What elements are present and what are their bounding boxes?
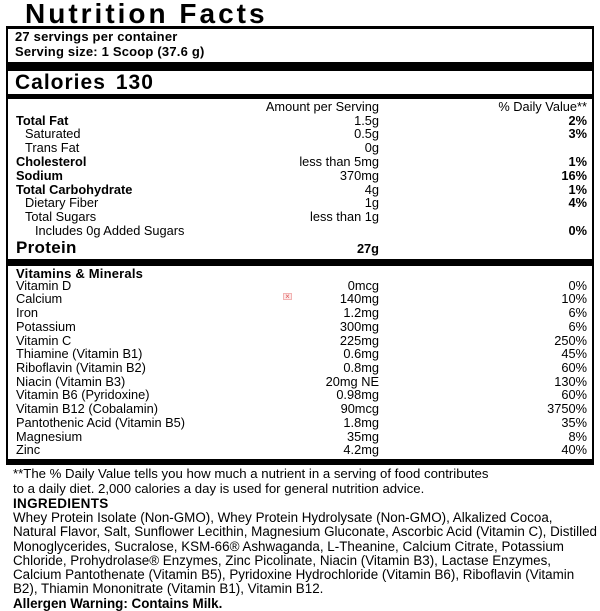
nutrient-row [16,224,587,238]
nutrient-dv: 1% [568,153,587,169]
vitamin-name: Magnesium [16,428,83,444]
vitamin-amount: 300mg [339,318,379,334]
nutrient-dv: 16% [561,167,587,183]
vitamin-rows [16,279,587,457]
protein-row [16,239,587,258]
vitamin-dv: 3750% [547,401,587,417]
nutrient-row [16,375,587,389]
vitamin-name: Vitamin B12 (Cobalamin) [16,401,159,417]
calories-value: 130 [115,70,154,94]
nutrient-row [16,210,587,224]
nutrient-name: Total Sugars [25,209,97,225]
nutrient-name: Dietary Fiber [25,195,99,211]
vitamin-dv: 60% [561,387,587,403]
nutrient-table [8,99,592,259]
nutrient-name: Cholesterol [16,153,87,169]
nutrient-amount: 0g [364,140,379,156]
divider-bar-thick [8,62,592,71]
nutrient-amount: 4g [364,181,379,197]
nutrient-row [16,127,587,141]
nutrient-row [16,402,587,416]
vitamin-amount: 1.2mg [343,305,379,321]
vitamin-dv: 6% [568,318,587,334]
vitamins-section [8,266,592,459]
vitamin-dv: 45% [561,346,587,362]
vitamin-amount: 0.8mg [343,359,379,375]
footnote-line-2: to a daily diet. 2,000 calories a day is used for general nutrition advice. [13,480,425,496]
amount-column-header: Amount per Serving [265,98,379,114]
nutrient-row [16,183,587,197]
vitamin-dv: 40% [561,442,587,458]
nutrient-row [16,320,587,334]
servings-per-container: 27 servings per container [15,29,178,44]
vitamin-dv: 35% [561,414,587,430]
nutrition-panel [6,26,594,465]
nutrient-dv: 1% [568,181,587,197]
nutrient-amount: less than 5mg [299,153,379,169]
nutrient-row [16,361,587,375]
vitamin-dv: 250% [554,332,587,348]
dv-column-header: % Daily Value** [498,98,587,114]
nutrient-rows [16,114,587,238]
nutrient-row [16,334,587,348]
nutrient-name: Sodium [16,167,63,183]
vitamin-dv: 130% [554,373,587,389]
nutrient-name: Includes 0g Added Sugars [35,222,185,238]
vitamin-amount: 4.2mg [343,442,379,458]
vitamin-amount: 35mg [346,428,379,444]
vitamin-dv: 6% [568,305,587,321]
vitamin-name: Vitamin D [16,277,72,293]
nutrient-name: Total Fat [16,112,69,128]
vitamin-amount: 90mcg [340,401,379,417]
vitamin-name: Pantothenic Acid (Vitamin B5) [16,414,186,430]
nutrient-row [16,416,587,430]
vitamin-amount: 225mg [339,332,379,348]
vitamin-dv: 60% [561,359,587,375]
protein-amount: 27g [356,240,379,256]
nutrient-row [16,388,587,402]
vitamins-header: Vitamins & Minerals [16,265,144,281]
daily-value-footnote [13,466,579,496]
red-artifact-mark: × [283,293,292,300]
vitamin-amount: 0mcg [347,277,379,293]
nutrient-amount: less than 1g [309,209,379,225]
vitamin-dv: 8% [568,428,587,444]
nutrient-row [16,141,587,155]
nutrient-dv: 0% [568,222,587,238]
nutrient-row [16,347,587,361]
footnote-line-1: **The % Daily Value tells you how much a nutrient in a serving of food contributes [13,465,489,481]
nutrient-name: Total Carbohydrate [16,181,133,197]
vitamin-name: Zinc [16,442,41,458]
ingredients-list: Whey Protein Isolate (Non-GMO), Whey Protein Hydrolysate (Non-GMO), Alkalized Cocoa, Natural Flavor, Salt, Sunflower Lecithin, Magnesium Gluconate, Ascorbic Acid (Vitamin C), Distilled Monoglycerides, Sucralose, KSM-66® Ashwaganda, L-Theanine, Calcium Citrate, Potassium Chloride, Prohydrolase® Enzymes, Zinc Picolinate, Niacin (Vitamin B3), Lactase Enzymes, Calcium Pantothenate (Vitamin B5), Pyridoxine Hydrochloride (Vitamin B6), Riboflavin (Vitamin B2), Thiamin Mononitrate (Vitamin B1), Vitamin B12. [13,509,597,597]
vitamin-name: Iron [16,305,39,321]
nutrient-name: Trans Fat [25,140,80,156]
nutrient-row [16,196,587,210]
vitamin-name: Vitamin C [16,332,72,348]
nutrient-amount: 370mg [339,167,379,183]
vitamin-dv: 10% [561,291,587,307]
vitamin-amount: 140mg [339,291,379,307]
vitamin-name: Niacin (Vitamin B3) [16,373,126,389]
nutrient-row [16,279,587,293]
nutrient-amount: 1.5g [354,112,379,128]
vitamin-name: Calcium [16,291,63,307]
nutrient-row [16,292,587,306]
nutrient-row [16,114,587,128]
nutrient-dv: 4% [568,195,587,211]
vitamin-amount: 20mg NE [325,373,379,389]
nutrient-row [16,430,587,444]
allergen-warning: Allergen Warning: Contains Milk. [13,595,223,611]
nutrient-row [16,169,587,183]
vitamin-name: Vitamin B6 (Pyridoxine) [16,387,150,403]
vitamin-name: Thiamine (Vitamin B1) [16,346,143,362]
nutrient-dv: 3% [568,126,587,142]
column-header-row [16,100,587,114]
nutrient-amount: 1g [364,195,379,211]
nutrient-amount: 0.5g [354,126,379,142]
vitamin-name: Potassium [16,318,76,334]
nutrient-row [16,443,587,457]
vitamin-amount: 0.98mg [336,387,379,403]
vitamin-amount: 1.8mg [343,414,379,430]
protein-label: Protein [16,237,77,257]
calories-row [8,71,592,94]
nutrient-name: Saturated [25,126,81,142]
serving-size: Serving size: 1 Scoop (37.6 g) [15,43,205,59]
nutrient-dv: 2% [568,112,587,128]
nutrient-row [16,155,587,169]
label-title: Nutrition Facts [25,0,268,29]
vitamin-amount: 0.6mg [343,346,379,362]
nutrient-row [16,306,587,320]
vitamin-name: Riboflavin (Vitamin B2) [16,359,146,375]
serving-info [8,29,592,62]
ingredients-header: INGREDIENTS [13,495,109,511]
divider-bar-medium2 [8,259,592,266]
calories-label: Calories [15,70,106,94]
vitamin-dv: 0% [568,277,587,293]
